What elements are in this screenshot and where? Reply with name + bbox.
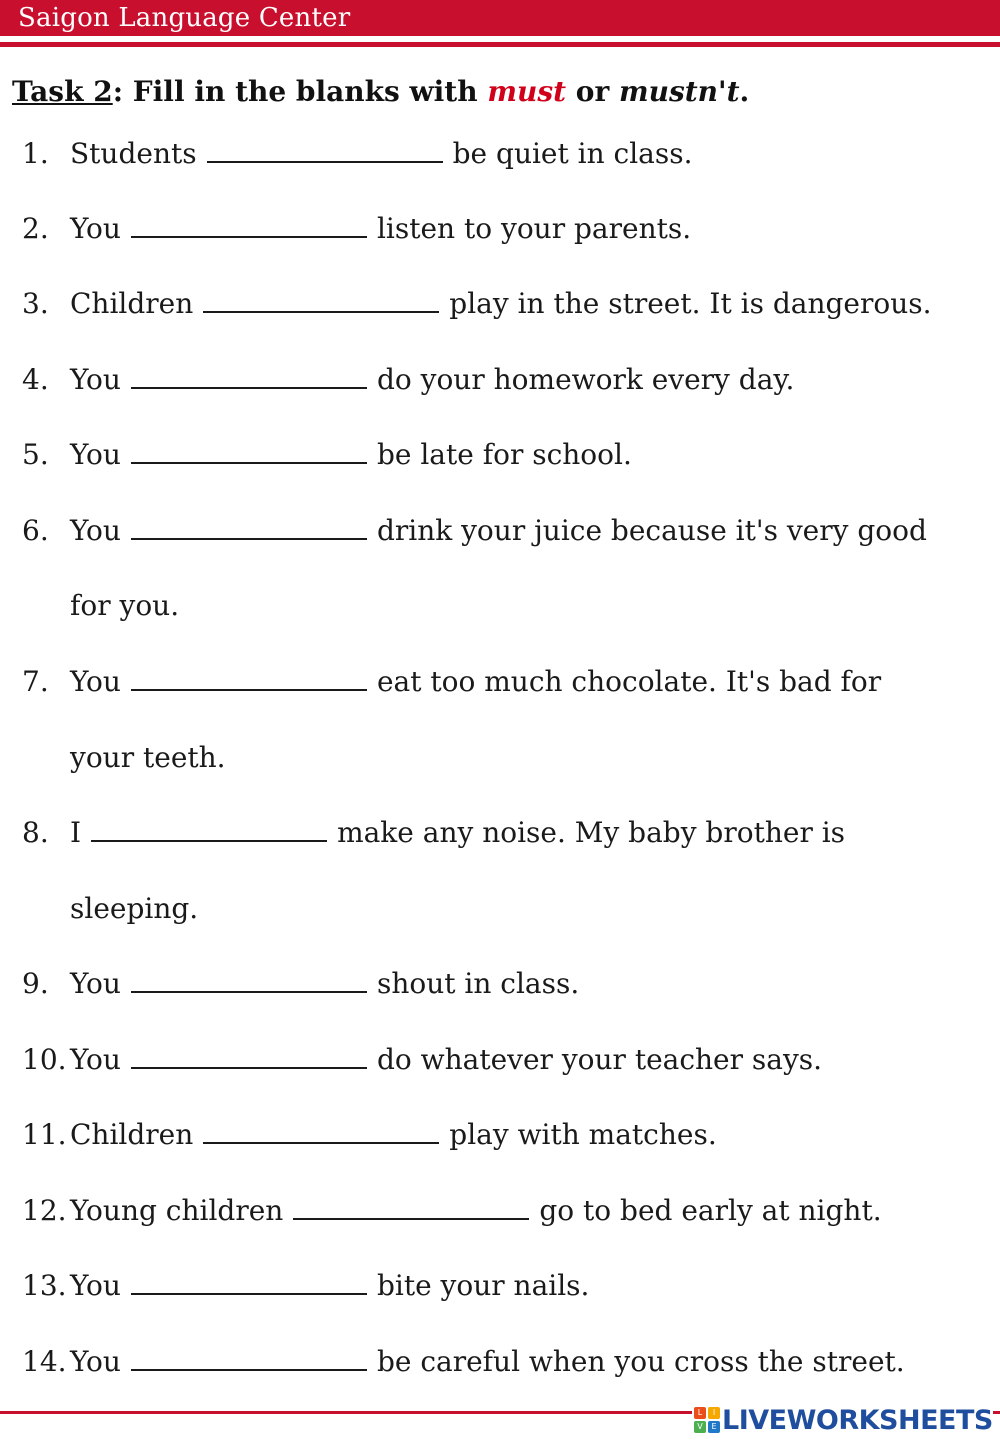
logo-square: V (694, 1421, 706, 1433)
sentence-start: Children (70, 287, 194, 320)
sentence-start: You (70, 665, 121, 698)
item-sentence (70, 1268, 589, 1304)
sentence-end: be late for school. (376, 438, 632, 471)
item-sentence (70, 664, 881, 700)
item-sentence (70, 966, 579, 1002)
item-sentence (70, 1042, 822, 1078)
logo-mark-icon (694, 1407, 720, 1433)
item-number: 7. (22, 665, 49, 698)
answer-blank[interactable] (131, 365, 367, 389)
task-instruction: : Fill in the blanks with (112, 75, 488, 108)
sentence-end: be quiet in class. (452, 137, 693, 170)
keyword-must: must (487, 75, 567, 108)
item-sentence (70, 286, 932, 322)
sentence-end: make any noise. My baby brother is (337, 816, 846, 849)
item-number: 6. (22, 514, 49, 547)
item-number: 13. (22, 1269, 67, 1302)
answer-blank[interactable] (131, 1045, 367, 1069)
sentence-continuation: your teeth. (70, 741, 226, 774)
item-sentence (70, 815, 845, 851)
header-title: Saigon Language Center (18, 3, 351, 33)
answer-blank[interactable] (203, 1120, 439, 1144)
sentence-start: You (70, 1345, 121, 1378)
item-number: 8. (22, 816, 49, 849)
header-bar (0, 0, 1000, 36)
sentence-start: You (70, 438, 121, 471)
item-sentence (70, 136, 693, 172)
item-sentence (70, 1117, 717, 1153)
answer-blank[interactable] (131, 1347, 367, 1371)
sentence-continuation: for you. (70, 589, 180, 622)
answer-blank[interactable] (203, 289, 439, 313)
sentence-end: listen to your parents. (376, 212, 692, 245)
item-number: 5. (22, 438, 49, 471)
sentence-continuation: sleeping. (70, 892, 199, 925)
sentence-end: shout in class. (376, 967, 580, 1000)
sentence-end: do whatever your teacher says. (376, 1043, 823, 1076)
sentence-start: Students (70, 137, 197, 170)
sentence-start: You (70, 1043, 121, 1076)
sentence-start: You (70, 967, 121, 1000)
task-label: Task 2 (12, 75, 113, 108)
answer-blank[interactable] (293, 1196, 529, 1220)
sentence-start: You (70, 363, 121, 396)
answer-blank[interactable] (131, 214, 367, 238)
sentence-end: do your homework every day. (376, 363, 795, 396)
logo-square: I (708, 1407, 720, 1419)
answer-blank[interactable] (131, 440, 367, 464)
sentence-end: play in the street. It is dangerous. (449, 287, 932, 320)
item-sentence (70, 1193, 882, 1229)
sentence-start: You (70, 514, 121, 547)
item-number: 9. (22, 967, 49, 1000)
sentence-end: play with matches. (449, 1118, 717, 1151)
sentence-end: bite your nails. (376, 1269, 590, 1302)
sentence-start: Children (70, 1118, 194, 1151)
item-number: 3. (22, 287, 49, 320)
task-heading (12, 75, 749, 108)
sentence-start: I (70, 816, 82, 849)
item-number: 4. (22, 363, 49, 396)
answer-blank[interactable] (131, 1271, 367, 1295)
answer-blank[interactable] (207, 139, 443, 163)
item-number: 11. (22, 1118, 67, 1151)
sentence-end: go to bed early at night. (539, 1194, 882, 1227)
answer-blank[interactable] (131, 667, 367, 691)
item-sentence (70, 513, 927, 549)
sentence-start: Young children (70, 1194, 284, 1227)
sentence-end: drink your juice because it's very good (376, 514, 927, 547)
sentence-end: be careful when you cross the street. (376, 1345, 905, 1378)
task-connector: or (566, 75, 619, 108)
item-sentence (70, 437, 632, 473)
header-divider (0, 42, 1000, 47)
logo-square: E (708, 1421, 720, 1433)
logo-square: L (694, 1407, 706, 1419)
item-number: 14. (22, 1345, 67, 1378)
keyword-mustnt: mustn't (618, 75, 740, 108)
sentence-start: You (70, 1269, 121, 1302)
item-number: 12. (22, 1194, 67, 1227)
item-number: 2. (22, 212, 49, 245)
task-suffix: . (739, 75, 750, 108)
answer-blank[interactable] (131, 516, 367, 540)
item-sentence (70, 1344, 905, 1380)
answer-blank[interactable] (131, 969, 367, 993)
item-number: 10. (22, 1043, 67, 1076)
item-sentence (70, 362, 794, 398)
item-sentence (70, 211, 691, 247)
sentence-start: You (70, 212, 121, 245)
sentence-end: eat too much chocolate. It's bad for (376, 665, 882, 698)
liveworksheets-logo (692, 1400, 993, 1440)
answer-blank[interactable] (91, 818, 327, 842)
logo-text: LIVEWORKSHEETS (722, 1404, 993, 1436)
item-number: 1. (22, 137, 49, 170)
